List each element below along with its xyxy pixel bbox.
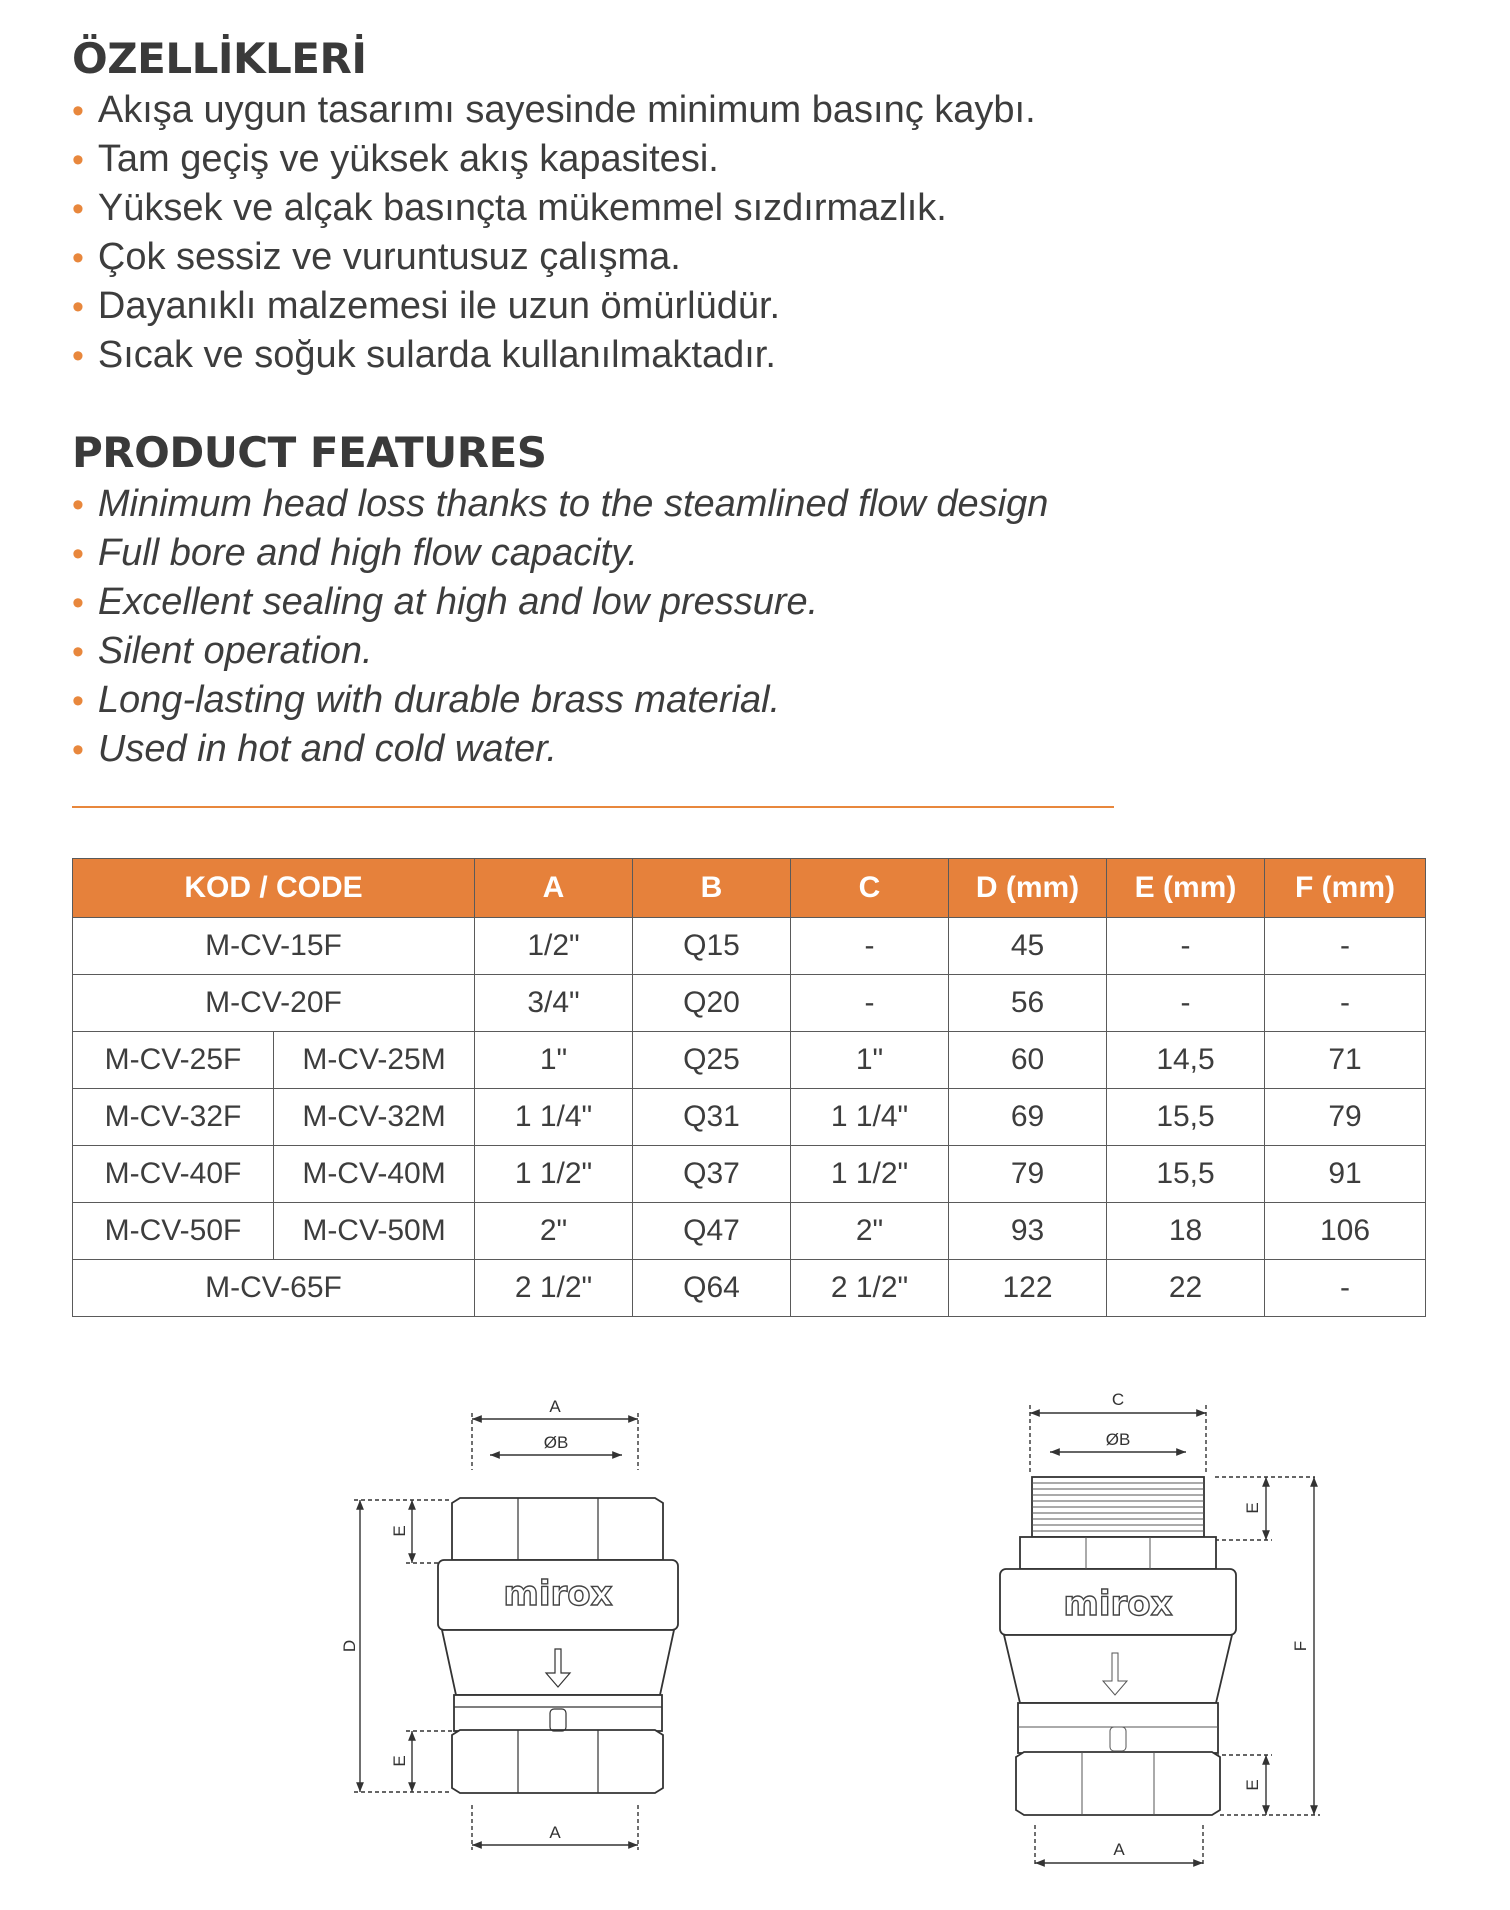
cell-e: 14,5 [1107,1032,1265,1089]
cell-d: 45 [949,918,1107,975]
cell-d: 69 [949,1089,1107,1146]
bullet-icon: • [72,190,84,228]
cell-c: - [791,918,949,975]
table-row [73,1203,1426,1260]
cell-d: 122 [949,1260,1107,1317]
header-e: E (mm) [1107,859,1265,918]
cell-c: 1 1/2" [791,1146,949,1203]
list-item: • Used in hot and cold water. [72,728,557,770]
list-item: • Yüksek ve alçak basınçta mükemmel sızdırmazlık. [72,187,947,229]
section-divider [72,806,1114,808]
mirox-logo: mirox [1063,1584,1173,1624]
list-item: • Sıcak ve soğuk sularda kullanılmaktadır. [72,334,776,376]
tr-features-section [72,34,1036,380]
bullet-icon: • [72,486,84,524]
dim-label-a-bottom: A [549,1823,561,1842]
list-item: • Çok sessiz ve vuruntusuz çalışma. [72,236,681,278]
cell-e: 15,5 [1107,1146,1265,1203]
header-code: KOD / CODE [73,859,475,918]
bullet-icon: • [72,584,84,622]
dim-label-c: C [1111,1390,1125,1409]
cell-a: 2 1/2" [475,1260,633,1317]
table-header-row [73,859,1426,918]
cell-e: - [1107,975,1265,1032]
list-item: • Tam geçiş ve yüksek akış kapasitesi. [72,138,719,180]
list-item: • Minimum head loss thanks to the steamlined flow design [72,483,1049,525]
dim-label-a-top: A [549,1397,561,1416]
dim-label-f: F [1291,1640,1310,1652]
dim-label-d: D [340,1639,359,1653]
cell-e: - [1107,918,1265,975]
cell-c: 2" [791,1203,949,1260]
cell-d: 79 [949,1146,1107,1203]
cell-code-f: M-CV-32F [73,1089,274,1146]
table-row [73,1146,1426,1203]
female-valve-drawing [330,1395,710,1865]
cell-b: Q20 [633,975,791,1032]
cell-e: 18 [1107,1203,1265,1260]
dim-label-a-bottom: A [1113,1840,1125,1859]
cell-c: 1" [791,1032,949,1089]
table-row [73,1089,1426,1146]
cell-d: 93 [949,1203,1107,1260]
dim-label-e-bottom: E [1243,1779,1262,1791]
cell-code: M-CV-20F [73,975,475,1032]
cell-code-m: M-CV-40M [274,1146,475,1203]
table-row [73,975,1426,1032]
header-b: B [633,859,791,918]
cell-f: - [1265,975,1426,1032]
cell-code-m: M-CV-25M [274,1032,475,1089]
cell-code-f: M-CV-40F [73,1146,274,1203]
header-c: C [791,859,949,918]
cell-b: Q37 [633,1146,791,1203]
cell-code: M-CV-15F [73,918,475,975]
cell-c: 2 1/2" [791,1260,949,1317]
mirox-logo: mirox [503,1574,613,1614]
cell-a: 2" [475,1203,633,1260]
cell-f: - [1265,918,1426,975]
list-item: • Long-lasting with durable brass material. [72,679,781,721]
cell-e: 15,5 [1107,1089,1265,1146]
cell-d: 60 [949,1032,1107,1089]
cell-code-f: M-CV-25F [73,1032,274,1089]
dim-label-b: ØB [543,1433,569,1452]
list-item: • Akışa uygun tasarımı sayesinde minimum basınç kaybı. [72,89,1036,131]
list-item: • Dayanıklı malzemesi ile uzun ömürlüdür. [72,285,781,327]
cell-b: Q15 [633,918,791,975]
dim-label-e-bottom: E [390,1755,409,1767]
bullet-icon: • [72,682,84,720]
cell-b: Q47 [633,1203,791,1260]
cell-f: 106 [1265,1203,1426,1260]
cell-b: Q25 [633,1032,791,1089]
cell-f: - [1265,1260,1426,1317]
bullet-icon: • [72,141,84,179]
bullet-icon: • [72,731,84,769]
cell-c: - [791,975,949,1032]
bullet-icon: • [72,92,84,130]
cell-f: 79 [1265,1089,1426,1146]
bullet-icon: • [72,535,84,573]
header-d: D (mm) [949,859,1107,918]
cell-c: 1 1/4" [791,1089,949,1146]
cell-code: M-CV-65F [73,1260,475,1317]
header-f: F (mm) [1265,859,1426,918]
en-features-list [72,480,1048,774]
bullet-icon: • [72,633,84,671]
male-valve-drawing [990,1385,1350,1875]
list-item: • Excellent sealing at high and low pressure. [72,581,819,623]
tr-features-list [72,86,1036,380]
cell-a: 1 1/2" [475,1146,633,1203]
cell-code-m: M-CV-50M [274,1203,475,1260]
bullet-icon: • [72,288,84,326]
tr-features-title: ÖZELLİKLERİ [72,34,367,83]
list-item: • Silent operation. [72,630,373,672]
cell-b: Q31 [633,1089,791,1146]
dim-label-e-top: E [1243,1502,1262,1514]
cell-e: 22 [1107,1260,1265,1317]
bullet-icon: • [72,239,84,277]
cell-b: Q64 [633,1260,791,1317]
cell-f: 71 [1265,1032,1426,1089]
cell-a: 3/4" [475,975,633,1032]
cell-d: 56 [949,975,1107,1032]
spec-table [72,858,1426,1317]
list-item: • Full bore and high flow capacity. [72,532,638,574]
cell-f: 91 [1265,1146,1426,1203]
table-row [73,1260,1426,1317]
dim-label-b: ØB [1105,1430,1131,1449]
table-row [73,1032,1426,1089]
dim-label-e-top: E [390,1525,409,1537]
header-a: A [475,859,633,918]
cell-a: 1" [475,1032,633,1089]
cell-code-f: M-CV-50F [73,1203,274,1260]
en-features-title: PRODUCT FEATURES [72,428,547,477]
table-row [73,918,1426,975]
cell-a: 1 1/4" [475,1089,633,1146]
cell-a: 1/2" [475,918,633,975]
cell-code-m: M-CV-32M [274,1089,475,1146]
en-features-section [72,428,1048,774]
bullet-icon: • [72,337,84,375]
